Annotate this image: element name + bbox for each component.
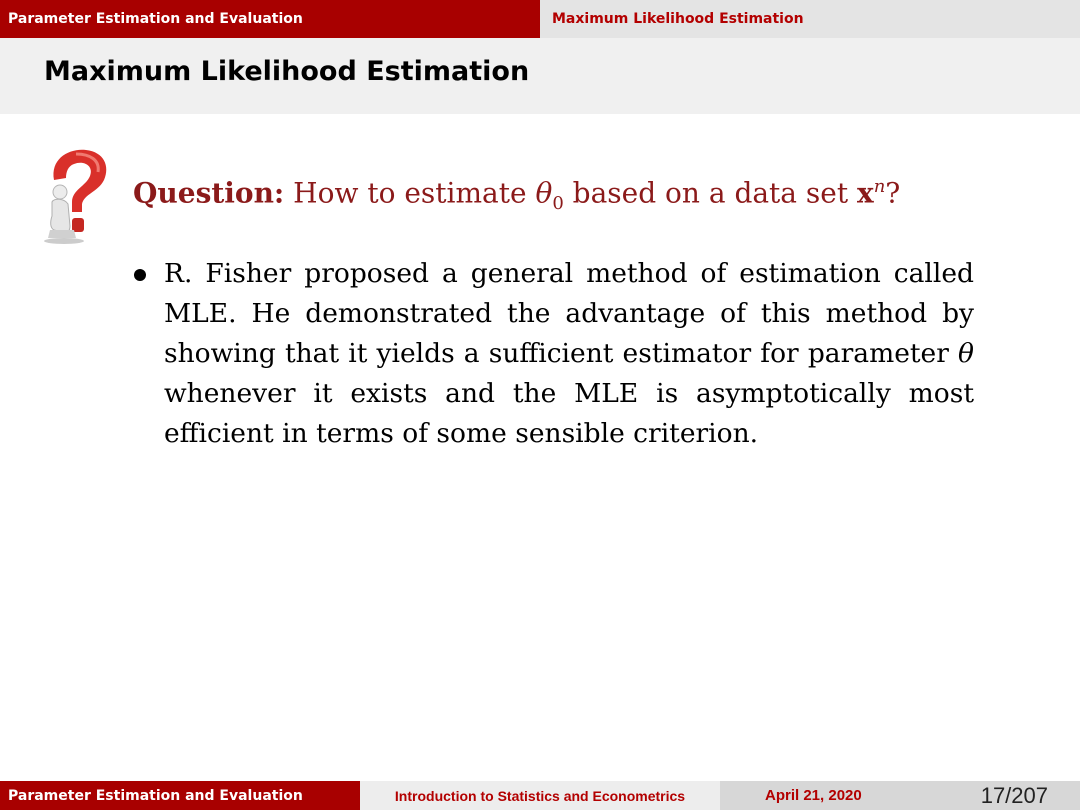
bullet-part2: whenever it exists and the MLE is asymptotically most efficient in terms of some sensible criterion. — [164, 378, 974, 449]
question-label: Question: — [133, 176, 285, 210]
question-mark-figure-icon — [40, 146, 112, 246]
frame-title: Maximum Likelihood Estimation — [44, 56, 530, 87]
footer-page-number[interactable]: 17/207 — [980, 782, 1048, 808]
question-text-mid: based on a data set — [572, 176, 849, 210]
footer-date: April 21, 2020 — [765, 787, 862, 804]
question-text-end: ? — [885, 176, 901, 210]
header-subsection[interactable]: Maximum Likelihood Estimation — [540, 0, 1080, 38]
bullet-theta: θ — [958, 338, 974, 369]
question-x: x — [857, 176, 874, 210]
question-text-before: How to estimate — [293, 176, 527, 210]
footer-info — [720, 781, 1080, 810]
footer-bar — [0, 781, 1080, 810]
footer-course[interactable]: Introduction to Statistics and Econometrics — [360, 781, 720, 810]
bullet-text — [164, 254, 974, 454]
question-theta-sub: 0 — [552, 192, 564, 214]
header-bar — [0, 0, 1080, 38]
question-line — [133, 176, 900, 214]
header-section[interactable]: Parameter Estimation and Evaluation — [0, 0, 540, 38]
footer-section[interactable]: Parameter Estimation and Evaluation — [0, 781, 360, 810]
bullet-dot — [134, 269, 146, 281]
question-theta: θ — [535, 176, 553, 210]
question-x-sup: n — [873, 176, 886, 197]
bullet-part1: R. Fisher proposed a general method of estimation called MLE. He demonstrated the advantage of this method by showing that it yields a sufficient estimator for parameter — [164, 258, 974, 369]
